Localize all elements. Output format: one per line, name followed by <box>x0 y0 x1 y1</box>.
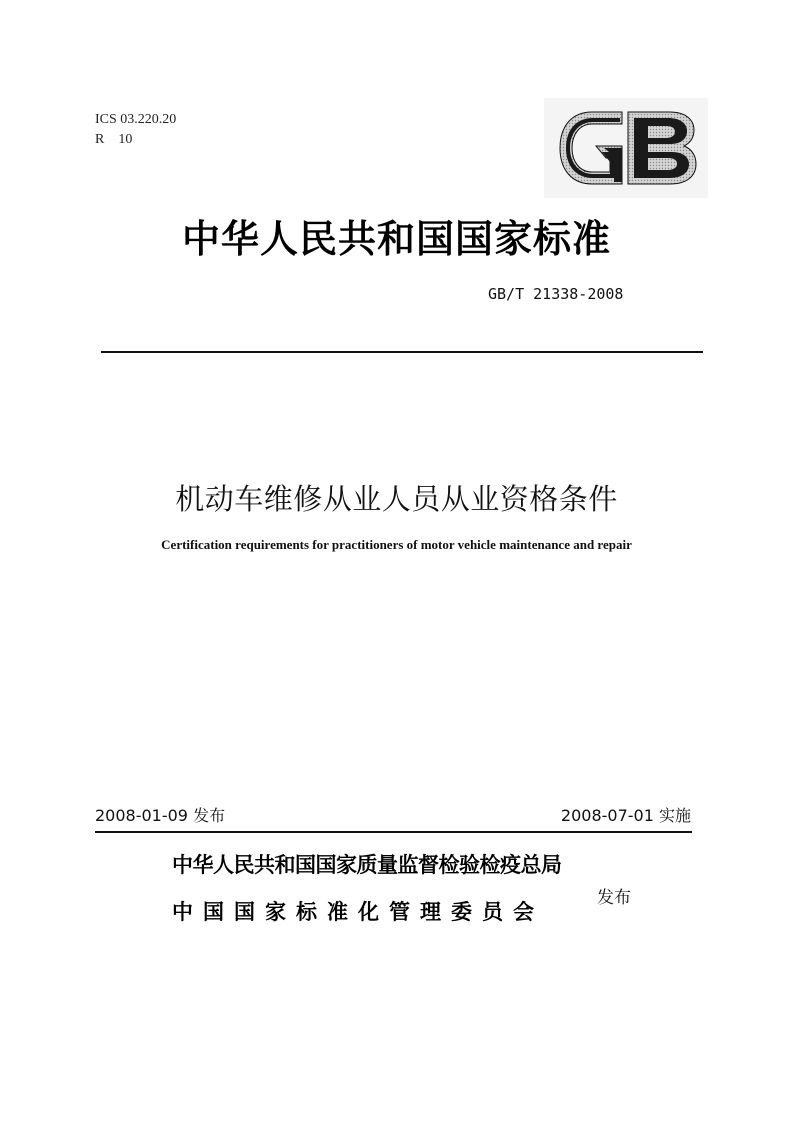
issue-date: 2008-01-09 发布 <box>95 806 226 825</box>
issuer-aqsiq: 中华人民共和国国家质量监督检验检疫总局 <box>172 853 562 877</box>
document-title-zh: 机动车维修从业人员从业资格条件 <box>175 482 618 516</box>
category-code: R 10 <box>95 132 133 147</box>
issuer-sac: 中国国家标准化管理委员会 <box>172 900 544 924</box>
ics-code: ICS 03.220.20 <box>95 112 177 127</box>
effective-date: 2008-07-01 实施 <box>560 806 691 825</box>
national-standard-heading: 中华人民共和国国家标准 <box>181 217 611 261</box>
issue-label: 发布 <box>597 888 631 908</box>
header-divider <box>101 351 703 353</box>
gb-logo-icon <box>544 98 708 198</box>
footer-divider <box>95 831 692 833</box>
gb-logo <box>544 98 708 198</box>
classification-block <box>95 110 176 150</box>
document-title-en: Certification requirements for practitioners of motor vehicle maintenance and repair <box>161 537 632 552</box>
standard-number: GB/T 21338-2008 <box>488 285 624 303</box>
